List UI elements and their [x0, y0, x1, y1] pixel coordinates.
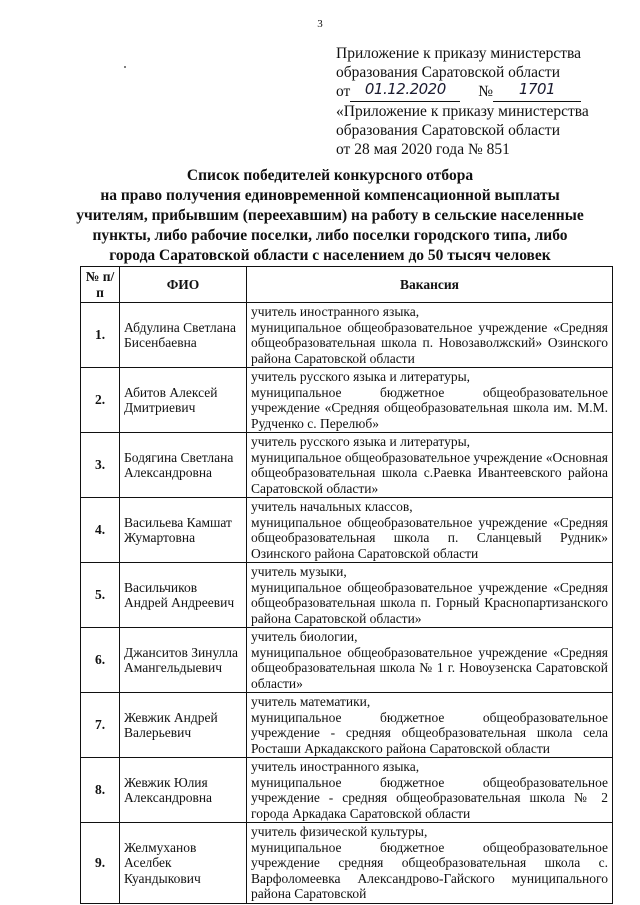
winners-table — [80, 266, 613, 904]
table-row — [81, 693, 613, 758]
row-number: 4. — [81, 498, 120, 563]
title-line-4: пункты, либо рабочие поселки, либо поселки городского типа, либо — [92, 227, 568, 244]
appendix-line-2: образования Саратовской области — [336, 64, 560, 81]
row-number: 1. — [81, 303, 120, 368]
header-fio: ФИО — [120, 267, 247, 303]
row-fio: Абитов Алексей Дмитриевич — [120, 368, 247, 433]
row-fio: Васильева Камшат Жумартовна — [120, 498, 247, 563]
row-number: 8. — [81, 758, 120, 823]
row-vacancy: учитель иностранного языка, муниципальное бюджетное общеобразовательное учреждение - средняя общеобразовательная школа № 2 города Аркадака Саратовской области — [247, 758, 613, 823]
row-fio: Жевжик Андрей Валерьевич — [120, 693, 247, 758]
appendix-line-1: Приложение к приказу министерства — [336, 45, 582, 62]
row-fio: Абдулина Светлана Бисенбаевна — [120, 303, 247, 368]
header-vacancy: Вакансия — [247, 267, 613, 303]
table-row — [81, 433, 613, 498]
row-vacancy: учитель русского языка и литературы, муниципальное общеобразовательное учреждение «Основная общеобразовательная школа с.Раевка Ивантеевского района Саратовской области» — [247, 433, 613, 498]
appendix-line-6: от 28 мая 2020 года № 851 — [336, 141, 510, 158]
table-row — [81, 498, 613, 563]
date-field — [350, 82, 460, 102]
table-row — [81, 758, 613, 823]
from-label: от — [336, 83, 351, 100]
title-line-2: на право получения единовременной компенсационной выплаты — [100, 187, 560, 204]
row-number: 3. — [81, 433, 120, 498]
row-vacancy: учитель физической культуры, муниципальное бюджетное общеобразовательное учреждение средняя общеобразовательная школа с. Варфоломеевка Александрово-Гайского муниципального района Саратовской — [247, 823, 613, 904]
row-number: 2. — [81, 368, 120, 433]
row-vacancy: учитель иностранного языка, муниципальное общеобразовательное учреждение «Средняя общеобразовательная школа п. Новозаволжский» Озинского района Саратовской области — [247, 303, 613, 368]
row-fio: Бодягина Светлана Александровна — [120, 433, 247, 498]
title-line-1: Список победителей конкурсного отбора — [186, 167, 474, 184]
row-number: 9. — [81, 823, 120, 904]
handwritten-number: 1701 — [518, 80, 556, 98]
table-row — [81, 303, 613, 368]
row-vacancy: учитель начальных классов, муниципальное общеобразовательное учреждение «Средняя общеобразовательная школа п. Сланцевый Рудник» Озинского района Саратовской области — [247, 498, 613, 563]
row-vacancy: учитель математики, муниципальное бюджетное общеобразовательное учреждение - средняя общеобразовательная школа села Росташи Аркадакского района Саратовской области — [247, 693, 613, 758]
document-title — [60, 166, 600, 266]
table-row — [81, 563, 613, 628]
number-field — [493, 82, 581, 102]
table-header-row — [81, 267, 613, 303]
table-row — [81, 368, 613, 433]
row-number: 7. — [81, 693, 120, 758]
row-vacancy: учитель биологии, муниципальное общеобразовательное учреждение «Средняя общеобразовательная школа № 1 г. Новоузенска Саратовской области» — [247, 628, 613, 693]
row-fio: Желмуханов Аселбек Куандыкович — [120, 823, 247, 904]
page-number: 3 — [317, 18, 323, 30]
row-fio: Джанситов Зинулла Амангельдыевич — [120, 628, 247, 693]
appendix-line-4: «Приложение к приказу министерства — [336, 103, 589, 120]
row-vacancy: учитель музыки, муниципальное общеобразовательное учреждение «Средняя общеобразовательная школа п. Горный Краснопартизанского района Саратовской области» — [247, 563, 613, 628]
row-number: 6. — [81, 628, 120, 693]
table-row — [81, 823, 613, 904]
table-row — [81, 628, 613, 693]
row-vacancy: учитель русского языка и литературы, муниципальное бюджетное общеобразовательное учреждение «Средняя общеобразовательная школа им. М.М. Рудченко с. Перелюб» — [247, 368, 613, 433]
title-line-5: города Саратовской области с населением до 50 тысяч человек — [109, 247, 551, 264]
appendix-date-line — [336, 82, 636, 102]
appendix-line-5: образования Саратовской области — [336, 122, 560, 139]
number-label: № — [478, 83, 493, 100]
row-fio: Васильчиков Андрей Андреевич — [120, 563, 247, 628]
row-fio: Жевжик Юлия Александровна — [120, 758, 247, 823]
header-num: № п/п — [81, 267, 120, 303]
handwritten-date: 01.12.2020 — [364, 80, 446, 98]
row-number: 5. — [81, 563, 120, 628]
scan-speck — [124, 66, 126, 68]
title-line-3: учителям, прибывшим (переехавшим) на работу в сельские населенные — [76, 207, 584, 224]
appendix-header — [336, 44, 636, 159]
